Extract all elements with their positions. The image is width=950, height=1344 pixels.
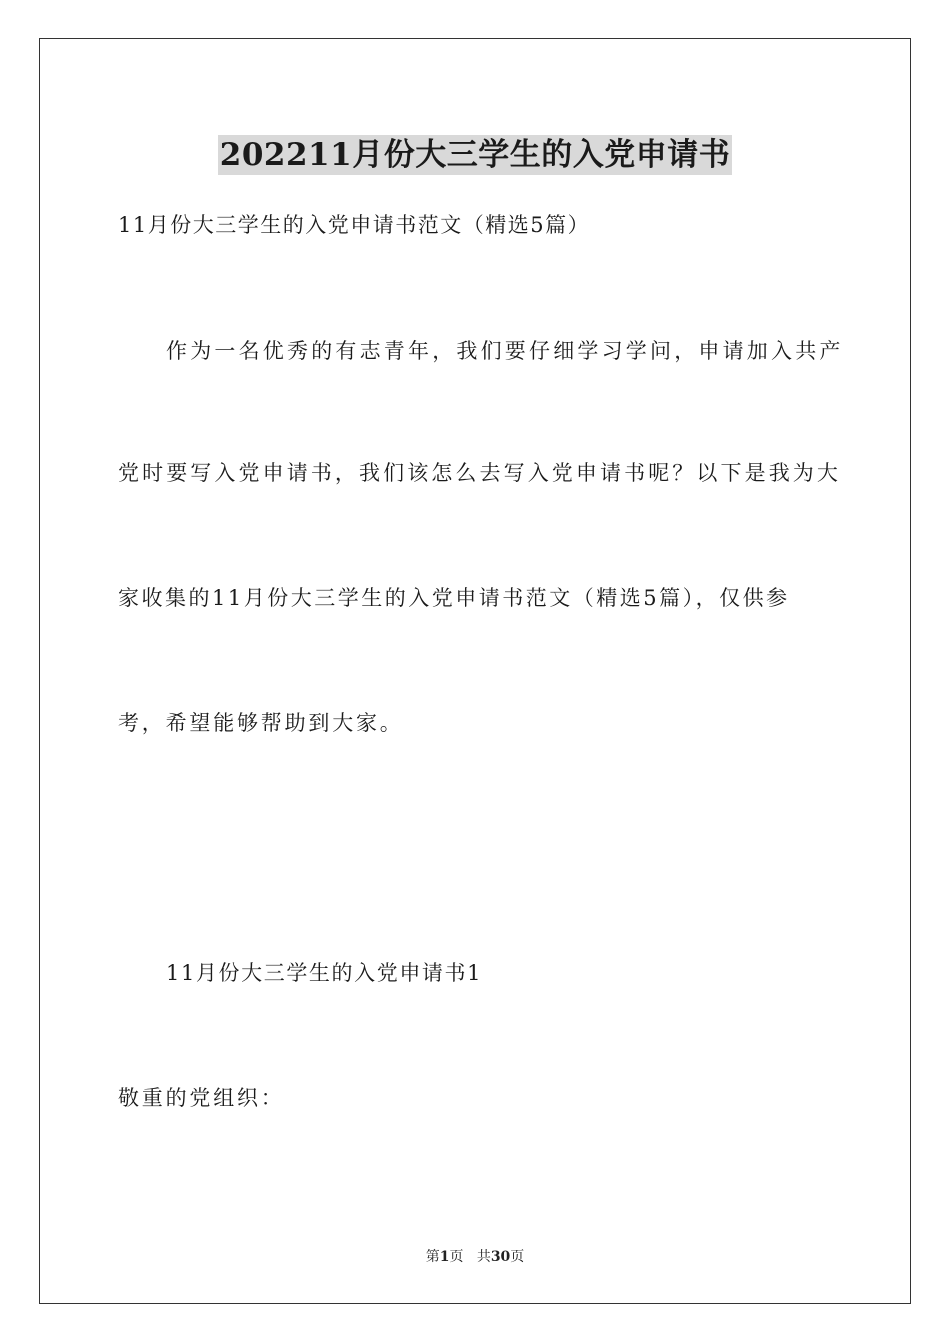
page-footer [40,1248,910,1266]
footer-total-prefix: 共 [476,1249,491,1265]
greeting-line: 敬重的党组织： [118,1086,285,1110]
footer-page-suffix: 页 [449,1249,464,1265]
paragraph-line-3: 家收集的11月份大三学生的入党申请书范文（精选5篇），仅供参 [118,586,790,610]
document-subtitle: 11月份大三学生的入党申请书范文（精选5篇） [118,213,591,237]
document-page [39,38,911,1304]
footer-page-number: 1 [439,1249,450,1265]
title-container [40,135,910,175]
paragraph-line-1: 作为一名优秀的有志青年，我们要仔细学习学问，申请加入共产 [166,339,844,363]
document-title: 202211月份大三学生的入党申请书 [219,137,731,173]
paragraph-line-2: 党时要写入党申请书，我们该怎么去写入党申请书呢？以下是我为大 [118,461,841,485]
footer-total-pages: 30 [490,1249,511,1265]
footer-page-prefix: 第 [425,1249,440,1265]
footer-total-suffix: 页 [510,1249,525,1265]
paragraph-line-4: 考，希望能够帮助到大家。 [118,711,404,735]
section-heading: 11月份大三学生的入党申请书1 [166,961,483,985]
